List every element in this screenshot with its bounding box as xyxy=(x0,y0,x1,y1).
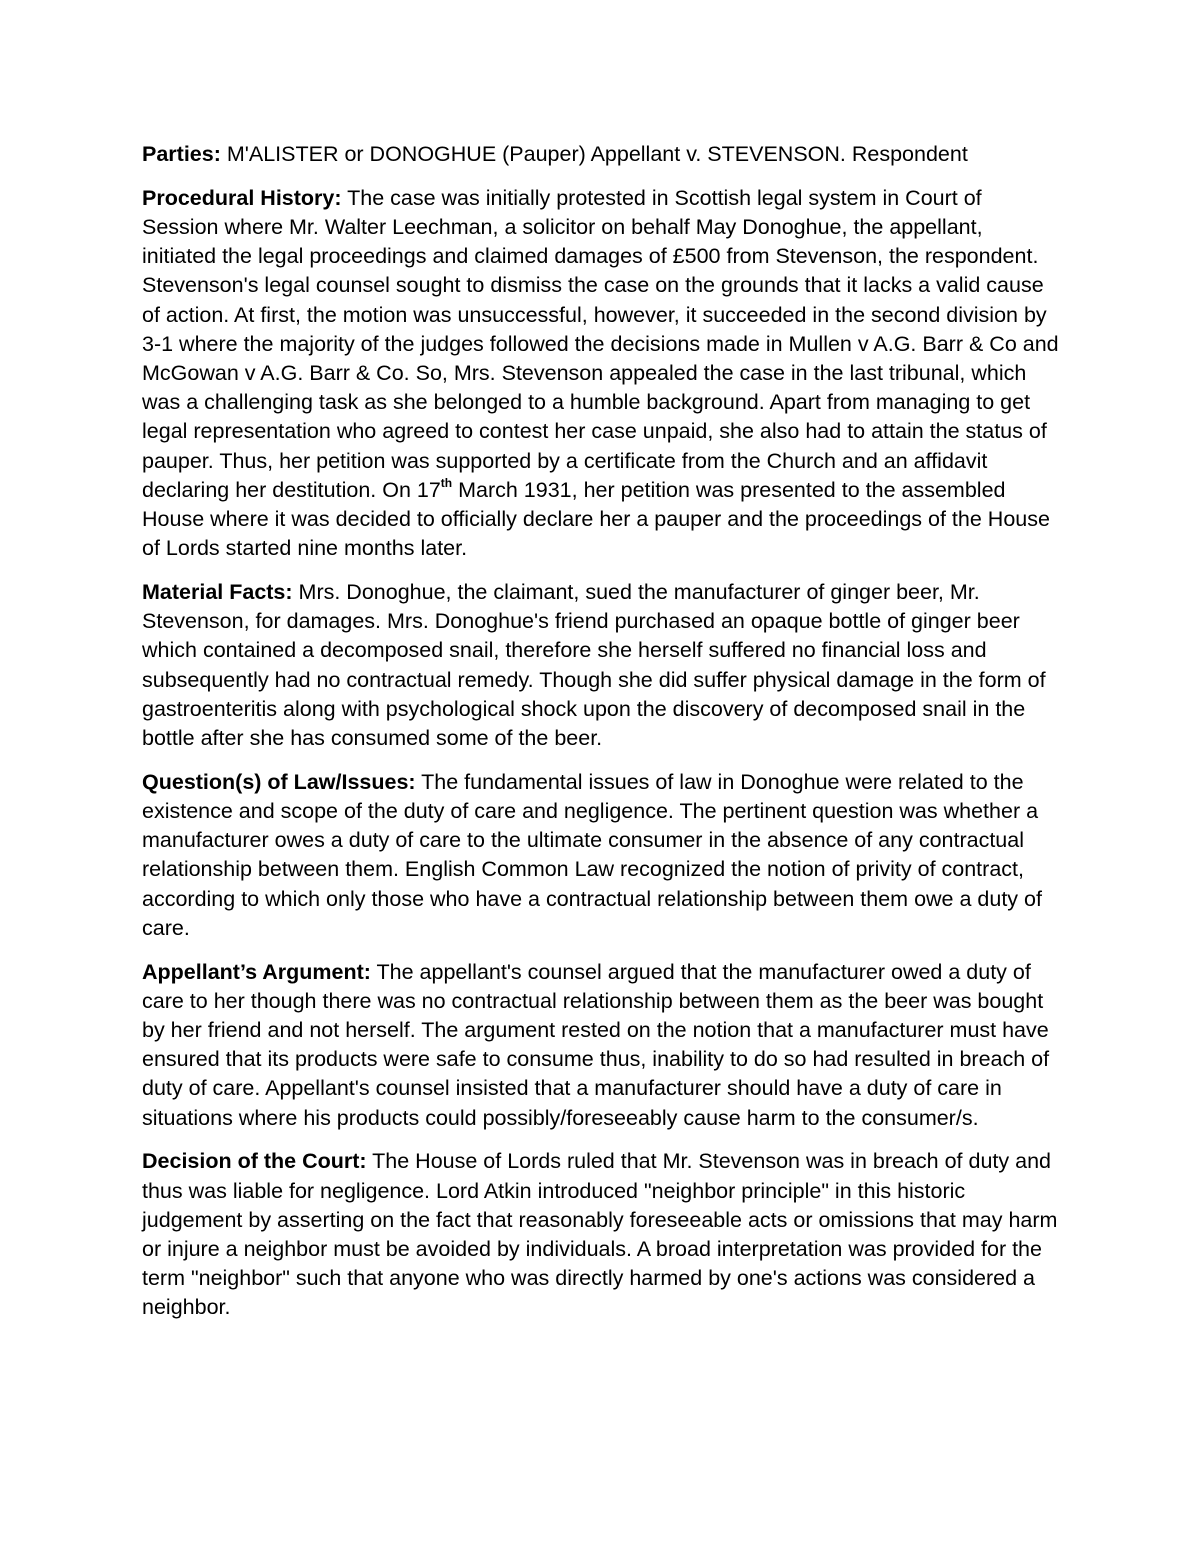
parties-text: M'ALISTER or DONOGHUE (Pauper) Appellant v. STEVENSON. Respondent xyxy=(220,142,968,166)
decision-of-court-text: The House of Lords ruled that Mr. Stevenson was in breach of duty and thus was liable for negligence. Lord Atkin introduced "neighbor principle" in this historic judgement by asserting on the fact that reasonably foreseeable acts or omissions that may harm or injure a neighbor must be avoided by individuals. A broad interpretation was provided for the term "neighbor" such that anyone who was directly harmed by one's actions was considered a neighbor. xyxy=(142,1149,1058,1320)
material-facts-label: Material Facts: xyxy=(142,580,293,605)
appellant-argument-text: The appellant's counsel argued that the manufacturer owed a duty of care to her though there was no contractual relationship between them as the beer was bought by her friend and not herself. The argument rested on the notion that a manufacturer must have ensured that its products were safe to consume thus, inability to do so had resulted in breach of duty of care. Appellant's counsel insisted that a manufacturer should have a duty of care in situations where his products could possibly/foreseeably cause harm to the consumer/s. xyxy=(142,959,1050,1130)
questions-of-law-text: The fundamental issues of law in Donoghue were related to the existence and scope of the duty of care and negligence. The pertinent question was whether a manufacturer owes a duty of care to the ultimate consumer in the absence of any contractual relationship between them. English Common Law recognized the notion of privity of contract, according to which only those who have a contractual relationship between them owe a duty of care. xyxy=(142,769,1042,940)
procedural-history-text: The case was initially protested in Scottish legal system in Court of Session where Mr. Walter Leechman, a solicitor on behalf May Donoghue, the appellant, initiated the legal proceedings and claimed damages of £500 from Stevenson, the respondent. Stevenson's legal counsel sought to dismiss the case on the grounds that it lacks a valid cause of action. At first, the motion was unsuccessful, however, it succeeded in the second division by 3-1 where the majority of the judges followed the decisions made in Mullen v A.G. Barr & Co and McGowan v A.G. Barr & Co. So, Mrs. Stevenson appealed the case in the last tribunal, which was a challenging task as she belonged to a humble background. Apart from managing to get legal representation who agreed to contest her case unpaid, she also had to attain the status of pauper. Thus, her petition was supported by a certificate from the Church and an affidavit declaring her destitution. On 17 xyxy=(142,185,1059,502)
appellant-argument-label: Appellant’s Argument: xyxy=(142,959,371,984)
material-facts-paragraph xyxy=(142,578,1062,753)
ordinal-superscript: th xyxy=(440,475,453,490)
parties-label: Parties: xyxy=(142,142,221,166)
questions-of-law-paragraph xyxy=(142,768,1062,943)
decision-of-court-paragraph xyxy=(142,1147,1062,1322)
decision-of-court-label: Decision of the Court: xyxy=(142,1149,367,1174)
questions-of-law-label: Question(s) of Law/Issues: xyxy=(142,769,416,794)
procedural-history-paragraph xyxy=(142,184,1062,564)
procedural-history-text-continued: March 1931, her petition was presented to the assembled House where it was decided to officially declare her a pauper and the proceedings of the House of Lords started nine months later. xyxy=(142,477,1050,561)
procedural-history-label: Procedural History: xyxy=(142,185,342,210)
parties-paragraph xyxy=(142,140,1062,169)
material-facts-text: Mrs. Donoghue, the claimant, sued the manufacturer of ginger beer, Mr. Stevenson, for damages. Mrs. Donoghue's friend purchased an opaque bottle of ginger beer which contained a decomposed snail, therefore she herself suffered no financial loss and subsequently had no contractual remedy. Though she did suffer physical damage in the form of gastroenteritis along with psychological shock upon the discovery of decomposed snail in the bottle after she has consumed some of the beer. xyxy=(142,580,1046,751)
document-page xyxy=(142,140,1062,1337)
appellant-argument-paragraph xyxy=(142,958,1062,1133)
